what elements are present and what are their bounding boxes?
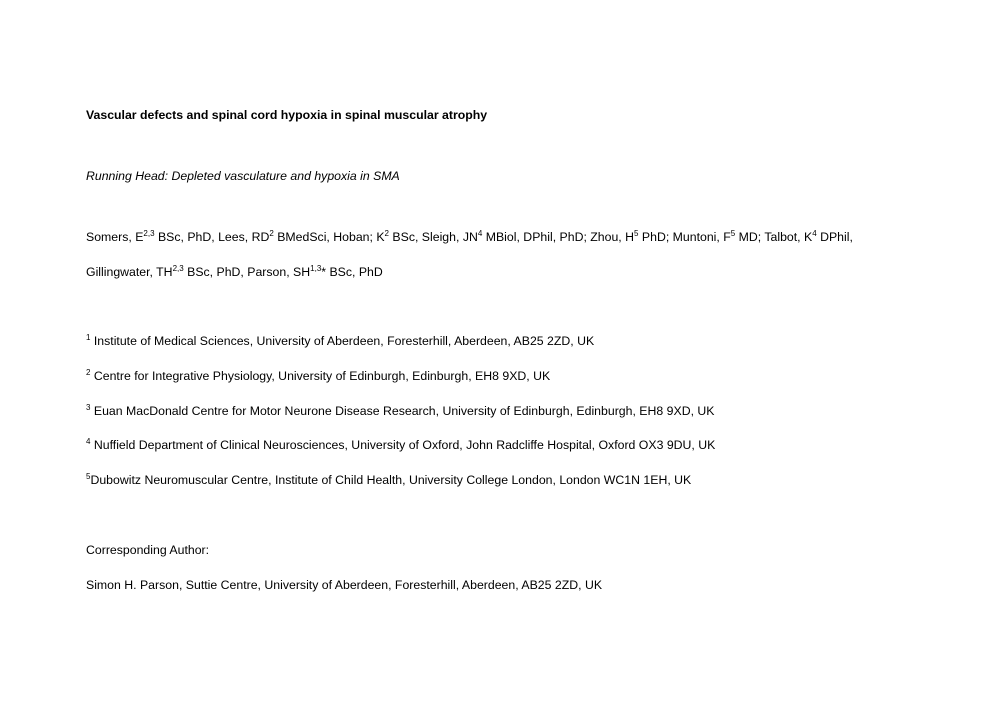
author-text: Gillingwater, TH <box>86 265 173 279</box>
author-text: Somers, E <box>86 230 144 244</box>
author-affiliation-sup: 4 <box>477 229 483 238</box>
affiliation-text: Centre for Integrative Physiology, University of Edinburgh, Edinburgh, EH8 9XD, UK <box>90 369 551 383</box>
author-text: BSc, Sleigh, JN <box>389 230 478 244</box>
author-affiliation-sup: 5 <box>730 229 736 238</box>
affiliation-text: Institute of Medical Sciences, University of Aberdeen, Foresterhill, Aberdeen, AB25 2ZD, UK <box>90 334 595 348</box>
author-text: BMedSci, Hoban; K <box>273 230 385 244</box>
author-text: PhD; Muntoni, F <box>638 230 731 244</box>
author-affiliation-sup: 5 <box>634 229 639 238</box>
corresponding-author-address: Simon H. Parson, Suttie Centre, University of Aberdeen, Foresterhill, Aberdeen, AB25 2ZD, UK <box>86 578 603 592</box>
affiliation-number: 3 <box>86 403 91 412</box>
author-list-line-2 <box>86 264 383 280</box>
author-affiliation-sup: 4 <box>812 229 817 238</box>
affiliation-number: 1 <box>86 333 91 342</box>
author-affiliation-sup: 2,3 <box>172 264 184 273</box>
affiliation-number: 5 <box>86 472 91 481</box>
author-text: MBiol, DPhil, PhD; Zhou, H <box>482 230 635 244</box>
affiliation-3 <box>86 403 714 419</box>
author-text: MD; Talbot, K <box>735 230 813 244</box>
author-affiliation-sup: 2 <box>384 229 389 238</box>
author-text: BSc, PhD, Lees, RD <box>154 230 270 244</box>
affiliation-number: 2 <box>86 368 91 377</box>
paper-title: Vascular defects and spinal cord hypoxia in spinal muscular atrophy <box>86 108 488 122</box>
affiliation-text: Dubowitz Neuromuscular Centre, Institute of Child Health, University College London, London WC1N 1EH, UK <box>90 473 692 487</box>
affiliation-4 <box>86 437 715 453</box>
affiliation-number: 4 <box>86 437 91 446</box>
author-text: BSc, PhD, Parson, SH <box>183 265 311 279</box>
corresponding-author-label: Corresponding Author: <box>86 543 210 557</box>
author-list-line-1 <box>86 229 853 245</box>
affiliation-5 <box>86 472 691 488</box>
author-text: DPhil, <box>816 230 853 244</box>
running-head: Running Head: Depleted vasculature and hypoxia in SMA <box>86 169 400 183</box>
author-affiliation-sup: 2,3 <box>143 229 155 238</box>
affiliation-text: Euan MacDonald Centre for Motor Neurone Disease Research, University of Edinburgh, Edinburgh, EH8 9XD, UK <box>90 404 715 418</box>
affiliation-1 <box>86 333 594 349</box>
affiliation-text: Nuffield Department of Clinical Neurosciences, University of Oxford, John Radcliffe Hospital, Oxford OX3 9DU, UK <box>90 438 716 452</box>
author-affiliation-sup: 1,3 <box>310 264 322 273</box>
author-text: * BSc, PhD <box>321 265 383 279</box>
author-affiliation-sup: 2 <box>269 229 274 238</box>
affiliation-2 <box>86 368 550 384</box>
